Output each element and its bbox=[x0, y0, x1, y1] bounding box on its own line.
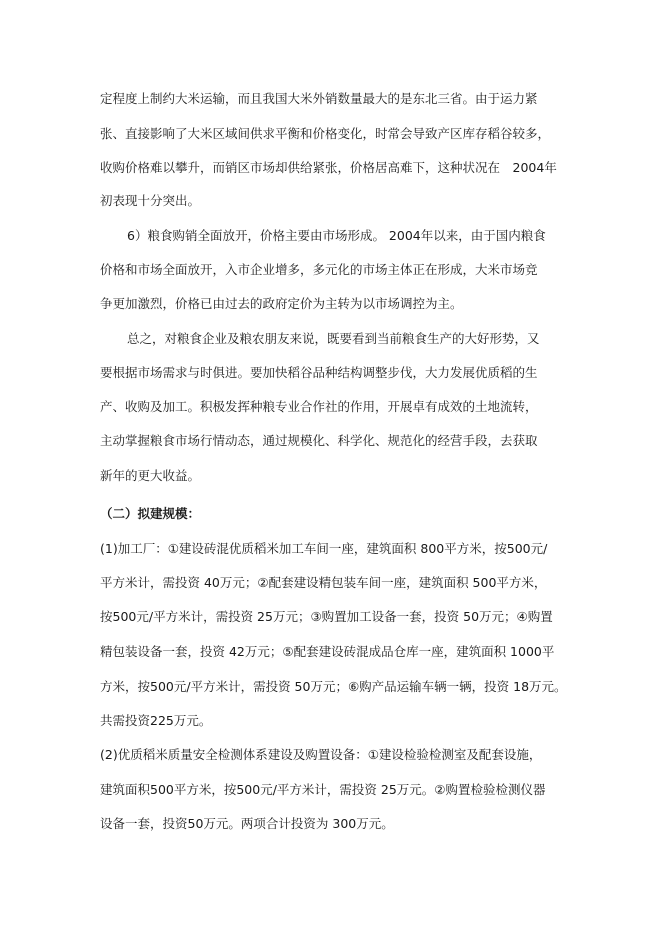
text-line: (2)优质稻米质量安全检测体系建设及购置设备：①建设检验检测室及配套设施， bbox=[100, 747, 542, 762]
text-line: 平方米计，需投资 40万元；②配套建设精包装车间一座，建筑面积 500平方米， bbox=[100, 575, 547, 590]
text-line: (1)加工厂：①建设砖混优质稻米加工车间一座，建筑面积 800平方米，按500元/ bbox=[100, 541, 548, 556]
text-line: 产、收购及加工。积极发挥种粮专业合作社的作用，开展卓有成效的土地流转， bbox=[100, 399, 538, 414]
text-line: 主动掌握粮食市场行情动态，通过规模化、科学化、规范化的经营手段，去获取 bbox=[100, 433, 538, 448]
text-line: 定程度上制约大米运输，而且我国大米外销数量最大的是东北三省。由于运力紧 bbox=[100, 91, 538, 106]
text-line: 设备一套，投资50万元。两项合计投资为 300万元。 bbox=[100, 816, 394, 831]
text-line: 初表现十分突出。 bbox=[100, 193, 201, 208]
text-line: 共需投资225万元。 bbox=[100, 713, 212, 728]
text-line: 收购价格难以攀升，而销区市场却供给紧张，价格居高难下，这种状况在 2004年 bbox=[100, 160, 557, 175]
paragraph-first-line: 总之，对粮食企业及粮农朋友来说，既要看到当前粮食生产的大好形势，又 bbox=[127, 331, 540, 346]
text-line: 新年的更大收益。 bbox=[100, 468, 201, 483]
text-line: 按500元/平方米计，需投资 25万元；③购置加工设备一套，投资 50万元；④购置 bbox=[100, 609, 553, 624]
text-line: 建筑面积500平方米，按500元/平方米计，需投资 25万元。②购置检验检测仪器 bbox=[100, 782, 546, 797]
text-line: 争更加激烈，价格已由过去的政府定价为主转为以市场调控为主。 bbox=[100, 296, 463, 311]
text-line: 方米，按500元/平方米计，需投资 50万元；⑥购产品运输车辆一辆，投资 18万元。 bbox=[100, 679, 567, 694]
text-line: 精包装设备一套，投资 42万元；⑤配套建设砖混成品仓库一座，建筑面积 1000平 bbox=[100, 644, 555, 659]
text-line: 要根据市场需求与时俱进。要加快稻谷品种结构调整步伐，大力发展优质稻的生 bbox=[100, 365, 538, 380]
text-line: 张、直接影响了大米区域间供求平衡和价格变化，时常会导致产区库存稻谷较多， bbox=[100, 126, 551, 141]
section-heading: （二）拟建规模： bbox=[100, 506, 201, 521]
paragraph-first-line: 6）粮食购销全面放开，价格主要由市场形成。 2004年以来，由于国内粮食 bbox=[127, 228, 546, 243]
text-line: 价格和市场全面放开，入市企业增多，多元化的市场主体正在形成，大米市场竞 bbox=[100, 262, 538, 277]
